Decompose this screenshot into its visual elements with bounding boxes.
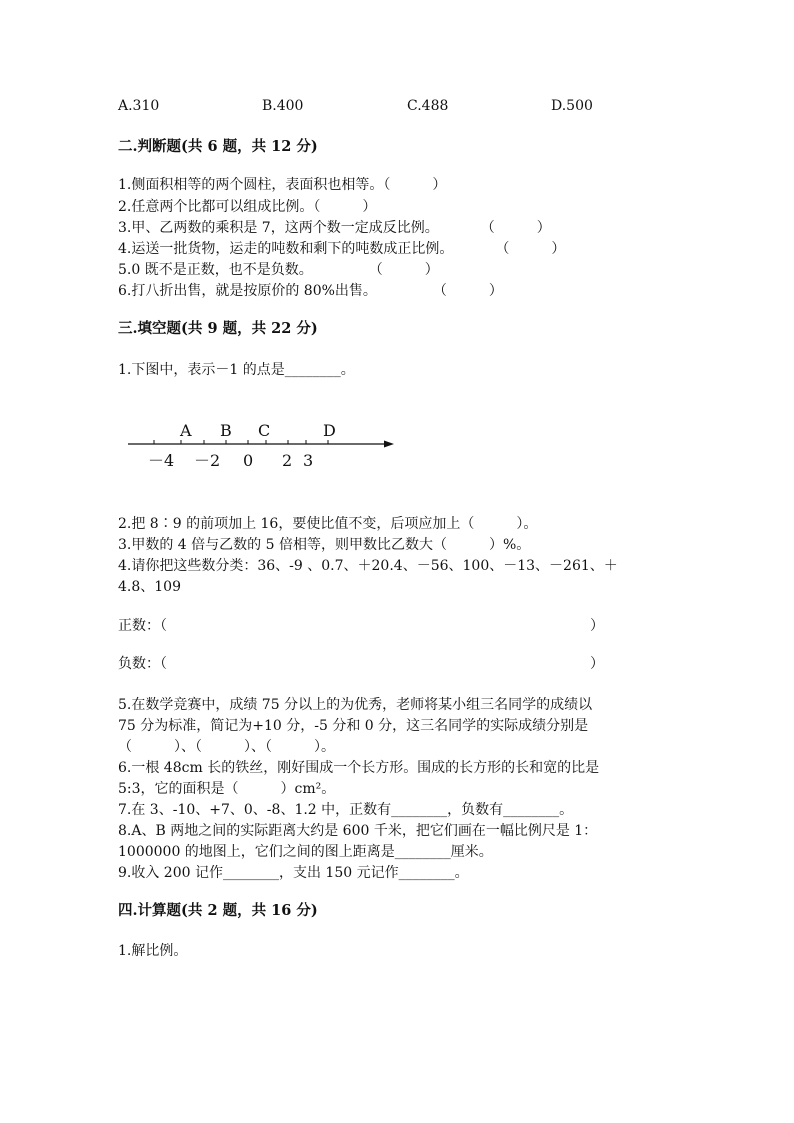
point-label-a: A: [180, 421, 192, 440]
fill-q7: 7.在 3、-10、+7、0、-8、1.2 中，正数有________，负数有________。: [118, 802, 574, 818]
number-line-figure: [126, 418, 406, 474]
option-c: C.488: [407, 98, 449, 114]
section2-heading: 二.判断题(共 6 题，共 12 分): [118, 138, 318, 155]
tick-label-0: 0: [243, 451, 254, 470]
fill-q8-line2: 1000000 的地图上，它们之间的图上距离是________厘米。: [118, 844, 493, 860]
fill-q9: 9.收入 200 记作________，支出 150 元记作________。: [118, 865, 469, 881]
section4-heading: 四.计算题(共 2 题，共 16 分): [118, 902, 318, 919]
tf-item-5: 5.0 既不是正数，也不是负数。 （ ）: [118, 262, 439, 278]
fill-q3: 3.甲数的 4 倍与乙数的 5 倍相等，则甲数比乙数大（ ）%。: [118, 537, 531, 553]
section3-heading: 三.填空题(共 9 题，共 22 分): [118, 320, 318, 337]
negative-label: 负数：（: [118, 656, 167, 672]
point-label-c: C: [258, 421, 271, 440]
tf-item-1: 1.侧面积相等的两个圆柱，表面积也相等。（ ）: [118, 177, 447, 193]
option-d: D.500: [551, 98, 593, 114]
tf-item-4: 4.运送一批货物，运走的吨数和剩下的吨数成正比例。 （ ）: [118, 241, 566, 257]
tf-item-2: 2.任意两个比都可以组成比例。（ ）: [118, 199, 377, 215]
point-label-b: B: [220, 421, 232, 440]
fill-q6-line2: 5:3，它的面积是（ ）cm²。: [118, 781, 336, 797]
fill-q1: 1.下图中，表示－1 的点是________。: [118, 362, 355, 378]
tick-label-neg2: －2: [194, 451, 221, 470]
point-label-d: D: [323, 421, 336, 440]
tf-item-3: 3.甲、乙两数的乘积是 7，这两个数一定成反比例。 （ ）: [118, 220, 551, 236]
fill-q6-line1: 6.一根 48cm 长的铁丝，刚好围成一个长方形。围成的长方形的长和宽的比是: [118, 760, 600, 776]
fill-q8-line1: 8.A、B 两地之间的实际距离大约是 600 千米，把它们画在一幅比例尺是 1：: [118, 823, 598, 839]
number-line-arrow: [384, 441, 394, 448]
tick-label-2: 2: [282, 451, 293, 470]
fill-q4-line1: 4.请你把这些数分类：36、-9 、0.7、＋20.4、－56、100、－13、－261、＋: [118, 558, 618, 574]
tick-label-3: 3: [303, 451, 314, 470]
fill-q5-line3: （ ）、（ ）、（ ）。: [118, 739, 335, 755]
option-b: B.400: [262, 98, 304, 114]
calc-q1: 1.解比例。: [118, 943, 188, 959]
positive-label: 正数：（: [118, 618, 167, 634]
positive-close-paren: ）: [590, 618, 604, 634]
tf-item-6: 6.打八折出售，就是按原价的 80%出售。 （ ）: [118, 283, 503, 299]
option-a: A.310: [118, 98, 160, 114]
negative-close-paren: ）: [590, 656, 604, 672]
tick-label-neg4: －4: [148, 451, 175, 470]
fill-q2: 2.把 8∶9 的前项加上 16，要使比值不变，后项应加上（ ）。: [118, 516, 538, 532]
fill-q5-line1: 5.在数学竞赛中，成绩 75 分以上的为优秀，老师将某小组三名同学的成绩以: [118, 697, 593, 713]
fill-q4-line2: 4.8、109: [118, 579, 181, 595]
fill-q5-line2: 75 分为标准，简记为+10 分，-5 分和 0 分，这三名同学的实际成绩分别是: [118, 718, 589, 734]
